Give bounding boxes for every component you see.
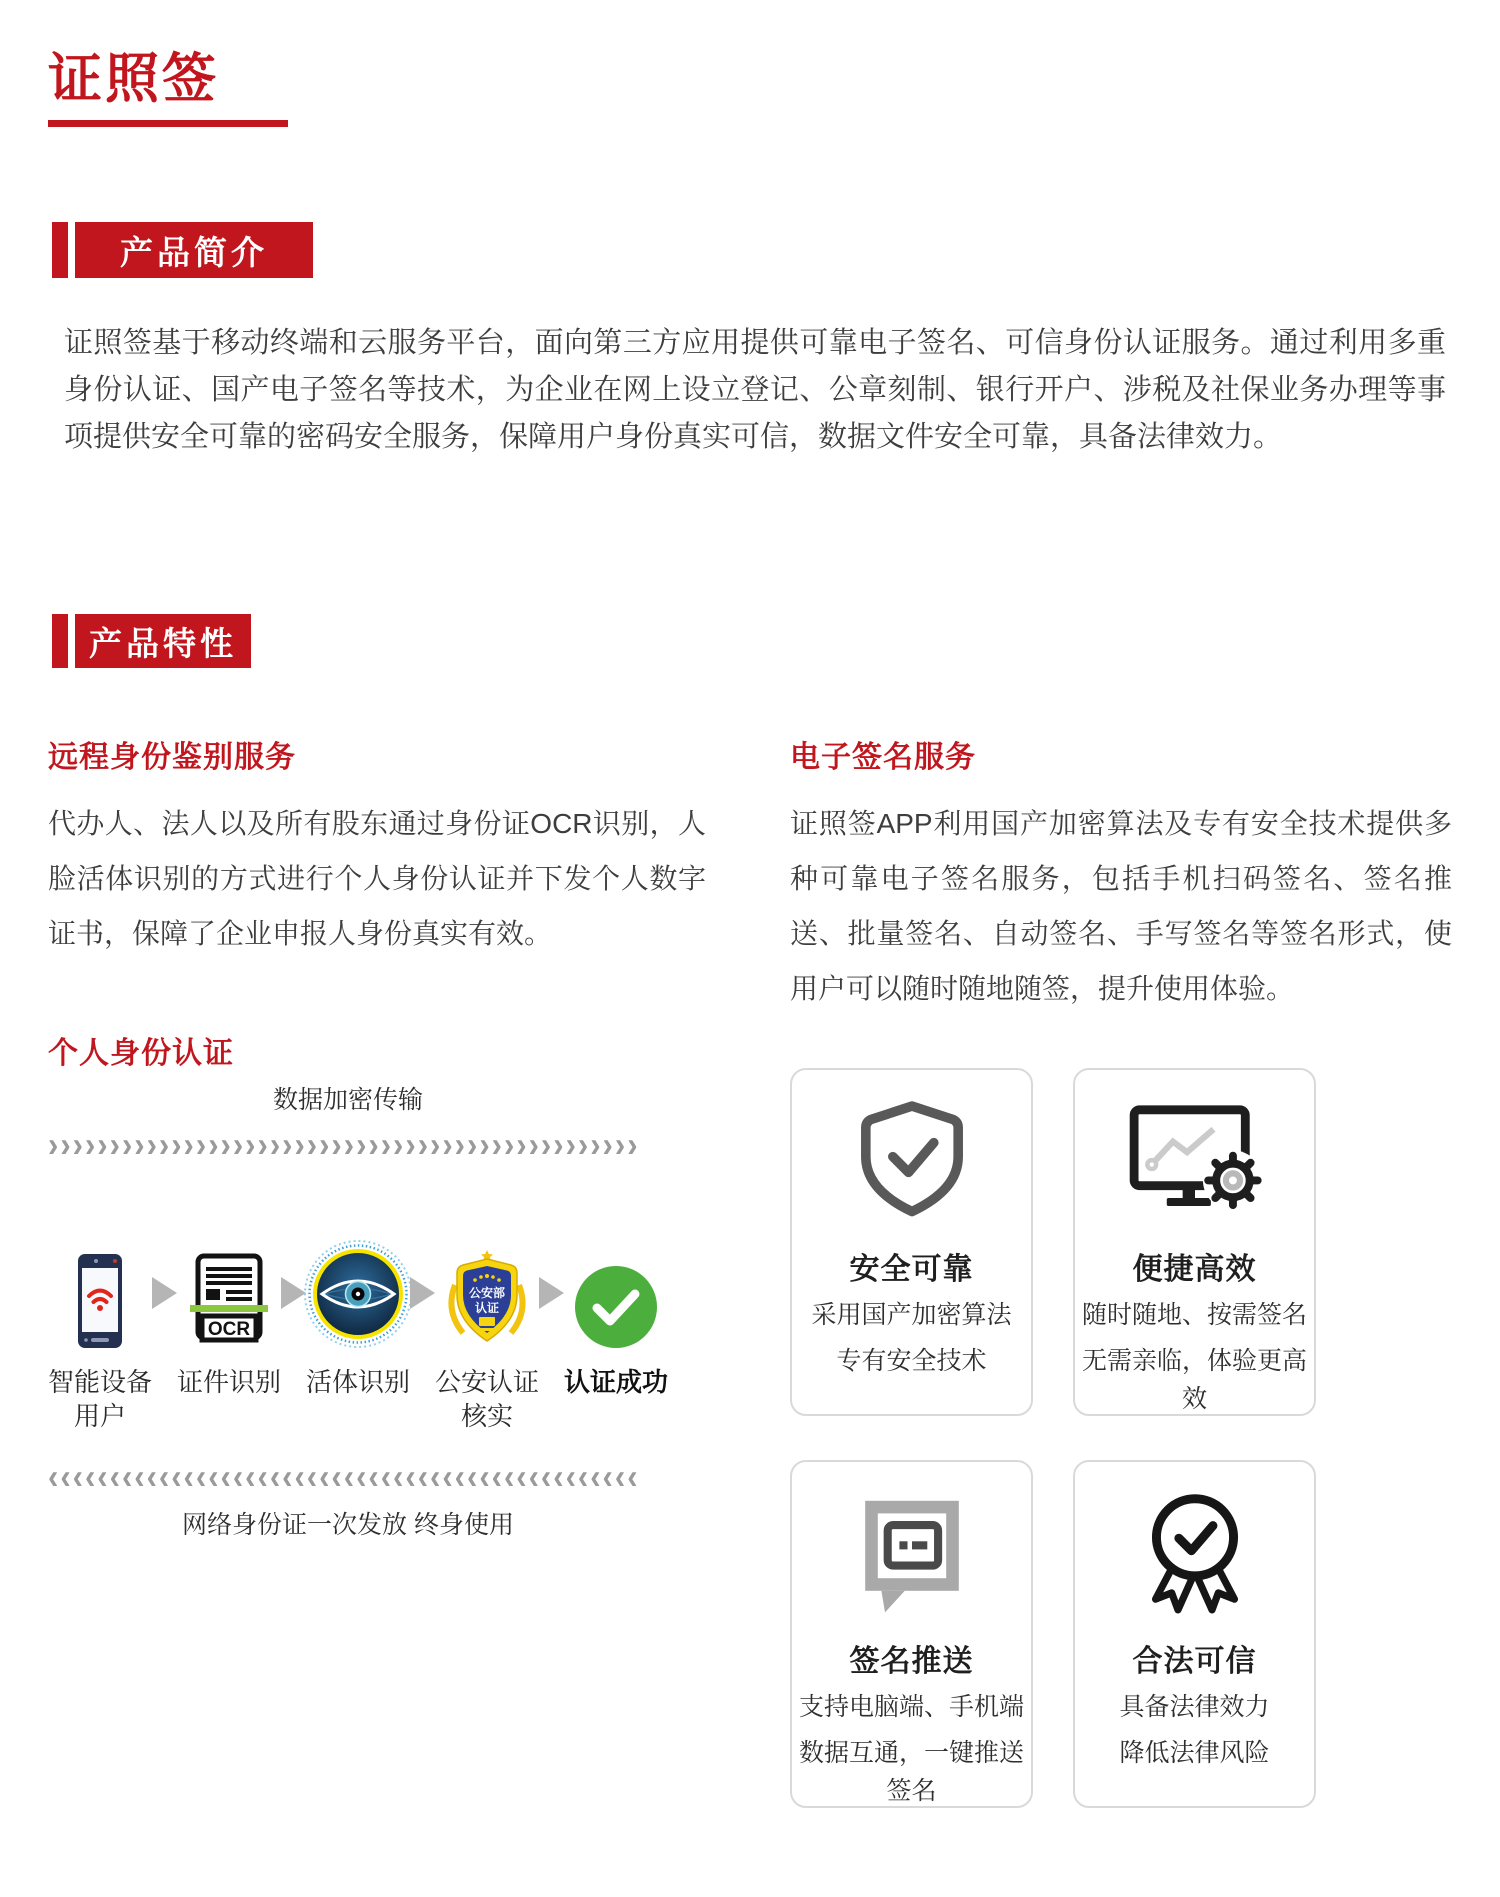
feature-card-efficient [1073,1068,1316,1416]
badge-text-line2: 认证 [474,1301,500,1315]
flow-step-label: 认证成功 [563,1367,668,1397]
badge-text-line1: 公安部 [468,1286,506,1300]
flow-step-smart-device [48,1235,152,1433]
flow-step-success [564,1235,668,1399]
message-push-icon [849,1492,975,1614]
card-line: 数据互通，一键推送签名 [798,1739,1024,1805]
card-title: 便捷高效 [1132,1253,1257,1286]
flow-step-label: 活体识别 [305,1367,410,1397]
success-check-icon [574,1235,658,1349]
section-banner-intro [52,222,313,278]
chevrons-right-icon: ›››››››››››››››››››››››››››››››››››››››››››››››› [48,1124,640,1165]
card-line: 具备法律效力 [1119,1693,1270,1721]
page-title: 证照签 [48,49,219,109]
arrow-right-icon [539,1277,564,1309]
ocr-text: OCR [207,1319,251,1340]
flow-step-label: 智能设备用户 [47,1367,152,1431]
police-badge-icon [445,1235,529,1349]
banner-accent-bar [52,222,68,278]
feature-column-body-remote-id: 代办人、法人以及所有股东通过身份证OCR识别，人脸活体识别的方式进行个人身份认证并下发个人数字证书，保障了企业申报人身份真实有效。 [48,808,706,949]
flow-step-label: 公安认证核实 [434,1367,539,1431]
flow-step-police-verify [435,1235,539,1433]
shield-check-icon [851,1100,973,1222]
card-title: 签名推送 [849,1645,974,1678]
flow-top-label: 数据加密传输 [272,1086,423,1114]
card-line: 降低法律风险 [1119,1739,1270,1767]
section-heading-features: 产品特性 [75,614,251,668]
card-line: 随时随地、按需签名 [1081,1301,1307,1329]
section-banner-features [52,614,251,668]
flow-step-ocr [177,1235,281,1399]
intro-paragraph: 证照签基于移动终端和云服务平台，面向第三方应用提供可靠电子签名、可信身份认证服务。通过利用多重身份认证、国产电子签名等技术，为企业在网上设立登记、公章刻制、银行开户、涉税及社保业务办理等事项提供安全可靠的密码安全服务，保障用户身份真实可信，数据文件安全可靠，具备法律效力。 [64,327,1446,453]
identity-flow-diagram [47,1086,668,1541]
feature-column-body-esign: 证照签APP利用国产加密算法及专有安全技术提供多种可靠电子签名服务，包括手机扫码签名、签名推送、批量签名、自动签名、手写签名等签名形式，使用户可以随时随地随签，提升使用体验。 [790,808,1452,1004]
flow-step-label: 证件识别 [176,1367,281,1397]
liveness-eye-icon [303,1235,413,1349]
flow-bottom-label: 网络身份证一次发放 终身使用 [182,1511,514,1539]
card-title: 合法可信 [1132,1645,1257,1678]
card-line: 专有安全技术 [836,1347,987,1375]
card-line: 无需亲临，体验更高效 [1081,1347,1307,1413]
feature-cards-grid [790,1068,1320,1808]
smartphone-icon [77,1235,123,1349]
monitor-gear-icon [1120,1100,1270,1222]
section-heading-intro: 产品简介 [75,222,313,278]
feature-column-title-remote-id: 远程身份鉴别服务 [48,741,296,774]
feature-column-title-esign: 电子签名服务 [790,741,976,774]
flow-step-liveness [306,1235,410,1399]
feature-card-secure [790,1068,1033,1416]
arrow-right-icon [410,1277,435,1309]
card-line: 支持电脑端、手机端 [798,1693,1024,1721]
chevrons-left-icon: ‹‹‹‹‹‹‹‹‹‹‹‹‹‹‹‹‹‹‹‹‹‹‹‹‹‹‹‹‹‹‹‹‹‹‹‹‹‹‹‹‹‹‹‹‹‹‹‹ [48,1456,640,1497]
flow-steps-row [47,1235,668,1433]
ocr-document-icon [190,1235,268,1349]
card-title: 安全可靠 [849,1253,974,1286]
feature-card-push [790,1460,1033,1808]
medal-check-icon [1132,1492,1258,1614]
feature-card-legal [1073,1460,1316,1808]
card-line: 采用国产加密算法 [811,1301,1012,1329]
title-underline [48,120,288,127]
banner-accent-bar [52,614,68,668]
arrow-right-icon [152,1277,177,1309]
flow-title: 个人身份认证 [48,1037,234,1070]
